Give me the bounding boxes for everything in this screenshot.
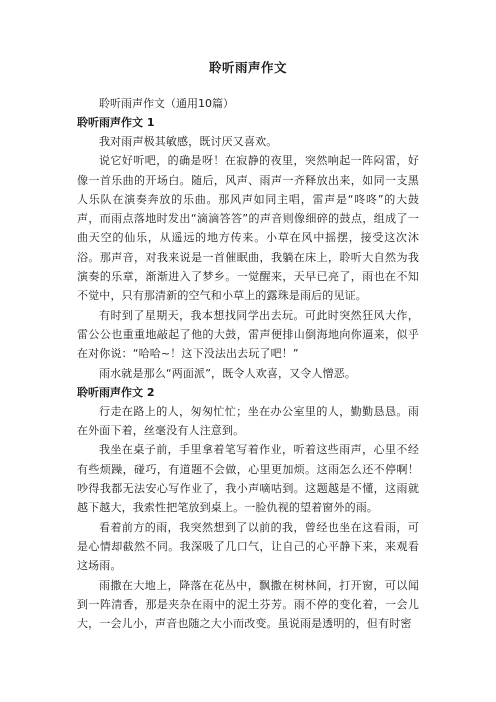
section-heading: 聆听雨声作文 1 — [77, 116, 155, 129]
essay-section-2 — [77, 383, 419, 634]
paragraph: 看着前方的雨，我突然想到了以前的我，曾经也坐在这看雨，可是心情却截然不同。我深吸了几口气，让自己的心平静下来，来观看这场雨。 — [77, 520, 419, 573]
essay-section-1 — [77, 113, 419, 383]
paragraph: 有时到了星期天，我本想找同学出去玩。可此时突然狂风大作，雷公公也重重地敲起了他的大鼓，雷声便排山倒海地向你逼来，似乎在对你说：“哈哈~！这下没法出去玩了吧！” — [77, 308, 419, 361]
paragraph: 行走在路上的人，匆匆忙忙；坐在办公室里的人，勤勤恳恳。雨在外面下着，丝毫没有人注意到。 — [77, 404, 419, 438]
paragraph: 说它好听吧，的确是呀！在寂静的夜里，突然响起一阵闷雷，好像一首乐曲的开场白。随后，风声、雨声一齐释放出来，如同一支黑人乐队在演奏奔放的乐曲。那风声如同主唱，雷声是“咚咚”的大鼓声，而雨点落地时发出“滴滴答答”的声音则像细碎的鼓点，组成了一曲天空的仙乐，从遥远的地方传来。小草在风中摇摆，接受这次沐浴。那声音，对我来说是一首催眠曲，我躺在床上，聆听大自然为我演奏的乐章，渐渐进入了梦乡。一觉醒来，天早已亮了，雨也在不知不觉中，只有那清新的空气和小草上的露珠是雨后的见证。 — [77, 154, 419, 303]
section-heading: 聆听雨声作文 2 — [77, 385, 155, 399]
document-title: 聆听雨声作文 — [208, 60, 287, 75]
paragraph: 雨撒在大地上，降落在花丛中，飘撒在树林间，打开窗，可以闻到一阵清香，那是夹杂在雨中的泥土芬芳。雨不停的变化着，一会儿大，一会儿小，声音也随之大小而改变。虽说雨是透明的，但有时密 — [77, 578, 419, 631]
paragraph: 我坐在桌子前，手里拿着笔写着作业，听着这些雨声，心里不经有些烦躁，碰巧，有道题不会做，心里更加烦。这雨怎么还不停啊！吵得我都无法安心写作业了，我小声嘀咕到。这题越是不懂，这雨就越下越大，我索性把笔放到桌上。一脸仇视的望着窗外的雨。 — [77, 443, 419, 515]
paragraph: 雨水就是那么“两面派”，既令人欢喜，又令人憎恶。 — [99, 366, 356, 380]
paragraph: 我对雨声极其敏感，既讨厌又喜欢。 — [99, 135, 278, 148]
document-subtitle: 聆听雨声作文（通用10篇） — [99, 97, 234, 110]
